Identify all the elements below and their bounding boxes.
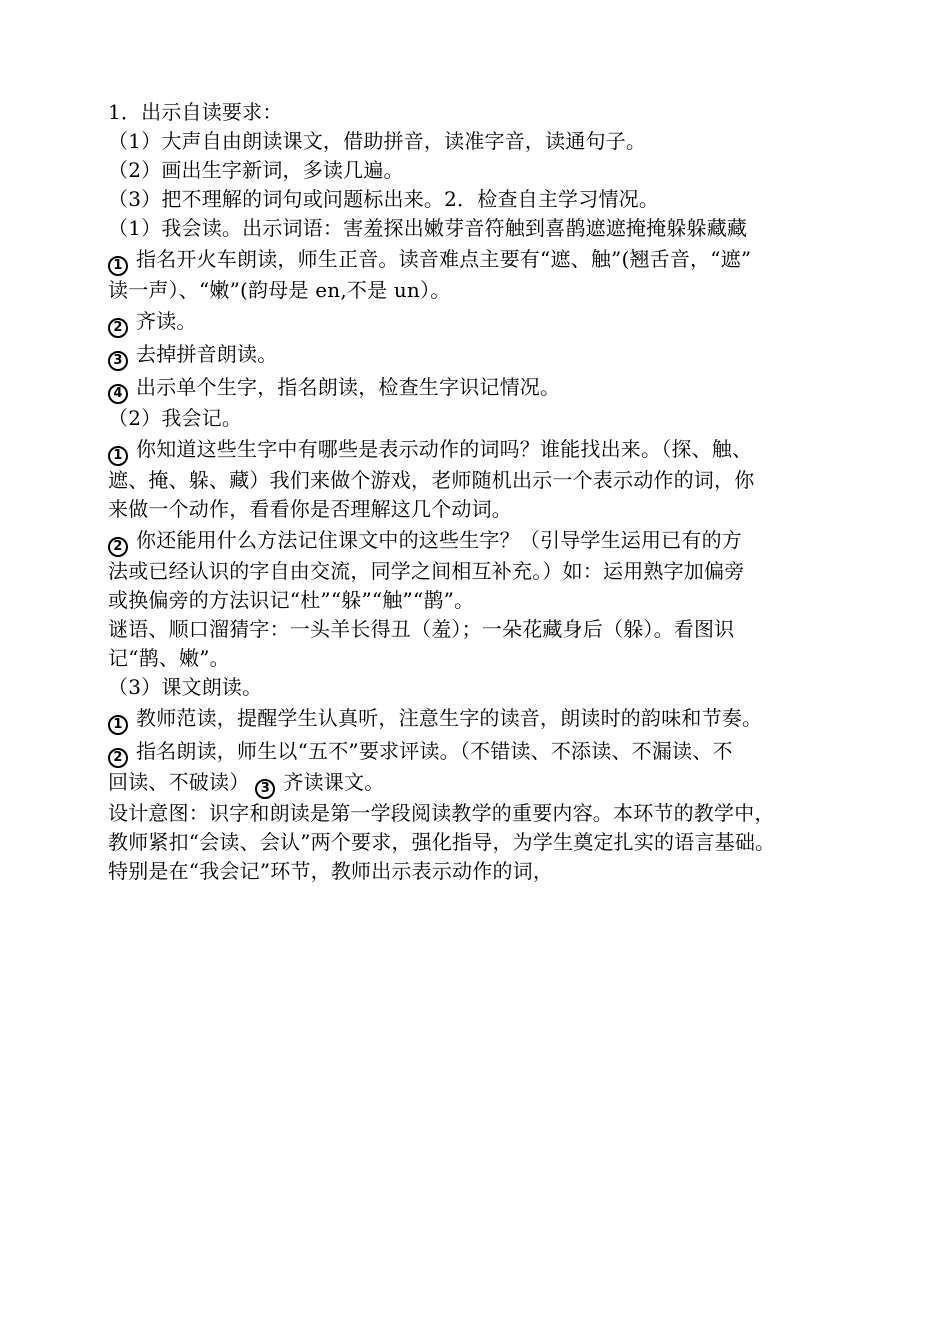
- circled-number-1: 1: [108, 446, 128, 466]
- requirement-2: （2）画出生字新词，多读几遍。: [108, 158, 404, 182]
- step-text: 齐读课文。: [283, 770, 385, 794]
- text-reading-heading: （3）课文朗读。: [108, 675, 263, 699]
- step-no-pinyin: [108, 340, 868, 371]
- remember-step-2-cont-b: 或换偏旁的方法识记“杜”“躲”“触”“鹊”。: [108, 588, 475, 612]
- circled-number-2: 2: [108, 537, 128, 557]
- step-text: 回读、不破读）: [108, 770, 250, 794]
- circled-number-4: 4: [108, 384, 128, 404]
- remember-step-1-cont-a: 遮、掩、躲、藏）我们来做个游戏，老师随机出示一个表示动作的词，你: [108, 468, 755, 492]
- circled-number-1: 1: [108, 715, 128, 735]
- heading-self-reading: 1．出示自读要求：: [108, 100, 283, 124]
- requirement-3: （3）把不理解的词句或问题标出来。2．检查自主学习情况。: [108, 187, 660, 211]
- step-text: 你还能用什么方法记住课文中的这些生字？（引导学生运用已有的方: [136, 528, 742, 552]
- document-body: [108, 98, 868, 886]
- step-read-aloud: [108, 245, 868, 276]
- step-text: 教师范读，提醒学生认真听，注意生字的读音，朗读时的韵味和节奏。: [136, 706, 763, 730]
- reading-step-2-cont: [108, 768, 868, 799]
- riddle-line: 谜语、顺口溜猜字：一头羊长得丑（羞）；一朵花藏身后（躲）。看图识: [108, 617, 735, 641]
- i-can-read-words: （1）我会读。出示词语：害羞探出嫩芽音符触到喜鹊遮遮掩掩躲躲藏藏: [108, 216, 748, 240]
- step-text: 齐读。: [136, 309, 197, 333]
- remember-step-1-cont-b: 来做一个动作，看看你是否理解这几个动词。: [108, 497, 512, 521]
- remember-step-2-cont-a: 法或已经认识的字自由交流，同学之间相互补充。）如：运用熟字加偏旁: [108, 559, 745, 583]
- step-read-aloud-cont: 读一声）、“嫩”(韵母是 en,不是 un）。: [108, 278, 451, 302]
- reading-step-2: [108, 737, 868, 768]
- i-can-remember: （2）我会记。: [108, 406, 243, 430]
- circled-number-3: 3: [108, 351, 128, 371]
- step-read-together: [108, 307, 868, 338]
- remember-step-1: [108, 435, 868, 466]
- design-intent: 设计意图：识字和朗读是第一学段阅读教学的重要内容。本环节的教学中，: [108, 801, 775, 825]
- circled-number-2: 2: [108, 318, 128, 338]
- design-intent-cont-a: 教师紧扣“会读、会认”两个要求，强化指导，为学生奠定扎实的语言基础。: [108, 830, 776, 854]
- reading-step-1: [108, 704, 868, 735]
- riddle-line-cont: 记“鹊、嫩”。: [108, 646, 230, 670]
- step-text: 出示单个生字，指名朗读，检查生字识记情况。: [136, 375, 561, 399]
- step-text: 指名朗读，师生以“五不”要求评读。（不错读、不添读、不漏读、不: [136, 739, 733, 763]
- step-text: 去掉拼音朗读。: [136, 342, 278, 366]
- design-intent-cont-b: 特别是在“我会记”环节，教师出示表示动作的词，: [108, 859, 554, 883]
- requirement-1: （1）大声自由朗读课文，借助拼音，读准字音，读通句子。: [108, 129, 647, 153]
- step-text: 指名开火车朗读，师生正音。读音难点主要有“遮、触”(翘舌音，“遮”: [136, 247, 752, 271]
- circled-number-1: 1: [108, 256, 128, 276]
- circled-number-2: 2: [108, 748, 128, 768]
- remember-step-2: [108, 526, 868, 557]
- step-single-chars: [108, 373, 868, 404]
- step-text: 你知道这些生字中有哪些是表示动作的词吗？谁能找出来。（探、触、: [136, 437, 753, 461]
- circled-number-3: 3: [255, 779, 275, 799]
